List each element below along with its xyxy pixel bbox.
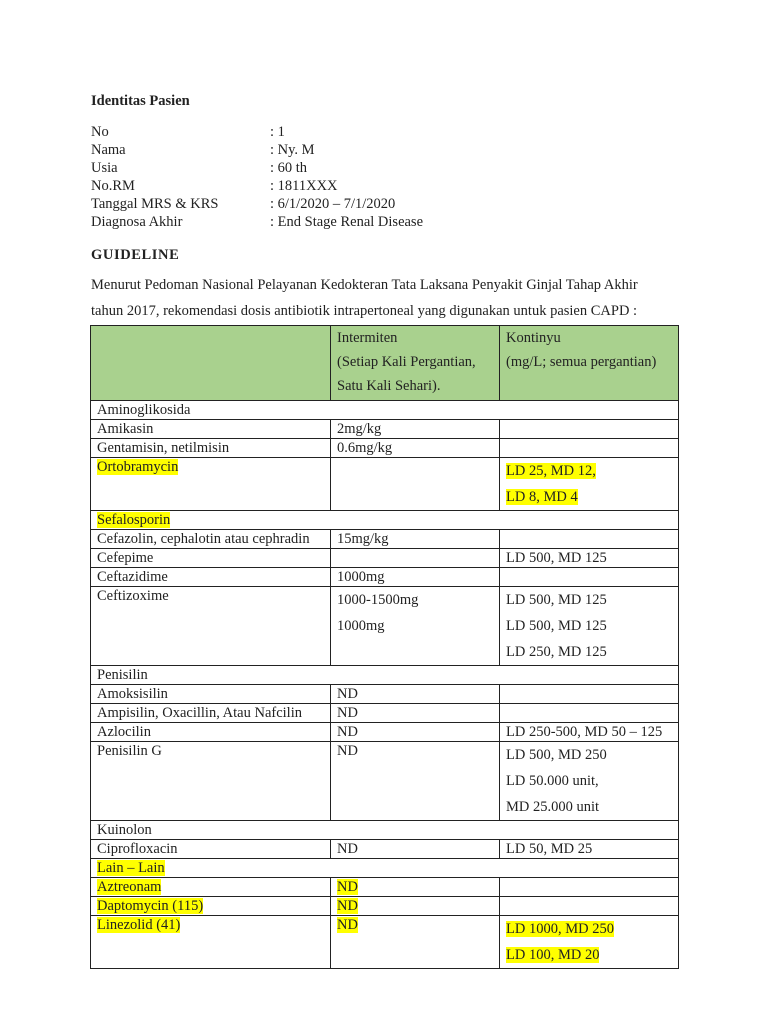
highlighted-drug-name: Daptomycin (115): [97, 898, 204, 914]
kontinyu-dose-line: LD 250, MD 125: [506, 644, 607, 660]
drug-name: [91, 897, 331, 916]
header-intermiten-line: Intermiten: [337, 330, 398, 346]
identity-value: : 6/1/2020 – 7/1/2020: [270, 196, 396, 212]
identity-row: [91, 123, 423, 141]
table-row: [91, 549, 679, 568]
table-row: [91, 916, 679, 969]
drug-name: [91, 916, 331, 969]
kontinyu-dose-line: LD 500, MD 125: [506, 618, 607, 634]
table-row-group: [91, 401, 679, 420]
intermiten-dose: ND: [331, 704, 500, 723]
kontinyu-dose-line: [506, 942, 678, 968]
identity-value: : Ny. M: [270, 142, 315, 158]
highlighted-dose: ND: [337, 917, 358, 933]
identity-value: : End Stage Renal Disease: [270, 214, 424, 230]
table-row: [91, 897, 679, 916]
header-kontinyu-line: (mg/L; semua pergantian): [506, 354, 657, 370]
identity-row: [91, 177, 423, 195]
intermiten-dose: ND: [331, 840, 500, 859]
header-cell-intermiten: [331, 326, 500, 401]
kontinyu-dose-line: LD 50.000 unit,: [506, 773, 599, 789]
intermiten-dose-line: 1000mg: [337, 618, 385, 634]
identity-value: : 1: [270, 124, 285, 140]
kontinyu-dose-line: [506, 458, 678, 484]
kontinyu-dose: [500, 530, 679, 549]
table-row: [91, 723, 679, 742]
kontinyu-dose: [500, 587, 679, 666]
kontinyu-dose-line: [506, 916, 678, 942]
table-row: [91, 878, 679, 897]
identity-label: Tanggal MRS & KRS: [91, 196, 219, 212]
highlighted-dose: LD 1000, MD 250: [506, 921, 614, 937]
intermiten-dose: [331, 549, 500, 568]
table-row: [91, 420, 679, 439]
group-label: Aminoglikosida: [91, 401, 679, 420]
identity-label: Nama: [91, 142, 126, 158]
kontinyu-dose: [500, 742, 679, 821]
intermiten-dose: ND: [331, 723, 500, 742]
identity-row: [91, 159, 423, 177]
guideline-paragraph-line: tahun 2017, rekomendasi dosis antibiotik intrapertoneal yang digunakan untuk pasien CAPD :: [91, 303, 638, 319]
drug-name: Ceftazidime: [91, 568, 331, 587]
highlighted-drug-name: Aztreonam: [97, 879, 162, 895]
intermiten-dose: [331, 916, 500, 969]
header-cell-kontinyu: [500, 326, 679, 401]
kontinyu-dose: [500, 685, 679, 704]
drug-name: Cefepime: [91, 549, 331, 568]
intermiten-dose: 15mg/kg: [331, 530, 500, 549]
identity-row: [91, 141, 423, 159]
group-label: Kuinolon: [91, 821, 679, 840]
identity-value: : 60 th: [270, 160, 308, 176]
highlighted-drug-name: Ortobramycin: [97, 459, 179, 475]
kontinyu-dose: [500, 897, 679, 916]
kontinyu-dose-line: [506, 484, 678, 510]
table-row-group: [91, 511, 679, 530]
kontinyu-dose: [500, 916, 679, 969]
table-row-group: [91, 859, 679, 878]
identity-label: Diagnosa Akhir: [91, 214, 183, 230]
drug-name: Amikasin: [91, 420, 331, 439]
intermiten-dose: ND: [331, 742, 500, 821]
identity-value: : 1811XXX: [270, 178, 338, 194]
kontinyu-dose: LD 250-500, MD 50 – 125: [500, 723, 679, 742]
intermiten-dose: [331, 897, 500, 916]
kontinyu-dose: [500, 704, 679, 723]
drug-name: Ceftizoxime: [91, 587, 331, 666]
kontinyu-dose: LD 50, MD 25: [500, 840, 679, 859]
identity-row: [91, 195, 423, 213]
intermiten-dose: 2mg/kg: [331, 420, 500, 439]
highlighted-dose: ND: [337, 898, 358, 914]
table-row: [91, 458, 679, 511]
identity-row: [91, 213, 423, 231]
table-header-row: [91, 326, 679, 401]
highlighted-dose: LD 100, MD 20: [506, 947, 600, 963]
intermiten-dose: [331, 458, 500, 511]
drug-name: Gentamisin, netilmisin: [91, 439, 331, 458]
table-row: [91, 840, 679, 859]
patient-identity-list: [91, 123, 423, 231]
highlighted-dose: ND: [337, 879, 358, 895]
drug-name: [91, 458, 331, 511]
group-label: [91, 511, 679, 530]
kontinyu-dose: [500, 439, 679, 458]
drug-name: Penisilin G: [91, 742, 331, 821]
highlighted-group-label: Sefalosporin: [97, 512, 171, 528]
drug-name: Ampisilin, Oxacillin, Atau Nafcilin: [91, 704, 331, 723]
header-cell-drug: [91, 326, 331, 401]
intermiten-dose: ND: [331, 685, 500, 704]
header-intermiten-line: Satu Kali Sehari).: [337, 378, 441, 394]
kontinyu-dose: LD 500, MD 125: [500, 549, 679, 568]
header-intermiten-line: (Setiap Kali Pergantian,: [337, 354, 476, 370]
intermiten-dose: [331, 878, 500, 897]
intermiten-dose: 1000mg: [331, 568, 500, 587]
header-kontinyu-line: Kontinyu: [506, 330, 561, 346]
identity-label: No.RM: [91, 178, 135, 194]
identitas-heading: Identitas Pasien: [91, 93, 190, 109]
highlighted-dose: LD 8, MD 4: [506, 489, 578, 505]
table-row: [91, 530, 679, 549]
table-row: [91, 439, 679, 458]
drug-name: Azlocilin: [91, 723, 331, 742]
kontinyu-dose: [500, 420, 679, 439]
kontinyu-dose-line: LD 500, MD 250: [506, 747, 607, 763]
group-label: Penisilin: [91, 666, 679, 685]
kontinyu-dose: [500, 458, 679, 511]
highlighted-group-label: Lain – Lain: [97, 860, 165, 876]
guideline-paragraph-line: Menurut Pedoman Nasional Pelayanan Kedokteran Tata Laksana Penyakit Ginjal Tahap Akhir: [91, 277, 638, 293]
drug-name: [91, 878, 331, 897]
group-label: [91, 859, 679, 878]
drug-name: Ciprofloxacin: [91, 840, 331, 859]
table-row: [91, 568, 679, 587]
drug-name: Cefazolin, cephalotin atau cephradin: [91, 530, 331, 549]
dosage-table: [90, 325, 679, 969]
identity-label: No: [91, 124, 109, 140]
intermiten-dose-line: 1000-1500mg: [337, 592, 419, 608]
kontinyu-dose: [500, 568, 679, 587]
table-row-group: [91, 821, 679, 840]
identity-label: Usia: [91, 160, 118, 176]
kontinyu-dose-line: MD 25.000 unit: [506, 799, 600, 815]
highlighted-dose: LD 25, MD 12,: [506, 463, 596, 479]
drug-name: Amoksisilin: [91, 685, 331, 704]
intermiten-dose: [331, 587, 500, 666]
table-row-group: [91, 666, 679, 685]
table-row: [91, 704, 679, 723]
table-row: [91, 742, 679, 821]
kontinyu-dose-line: LD 500, MD 125: [506, 592, 607, 608]
table-row: [91, 685, 679, 704]
table-row: [91, 587, 679, 666]
guideline-heading: GUIDELINE: [91, 247, 180, 263]
kontinyu-dose: [500, 878, 679, 897]
intermiten-dose: 0.6mg/kg: [331, 439, 500, 458]
highlighted-drug-name: Linezolid (41): [97, 917, 181, 933]
